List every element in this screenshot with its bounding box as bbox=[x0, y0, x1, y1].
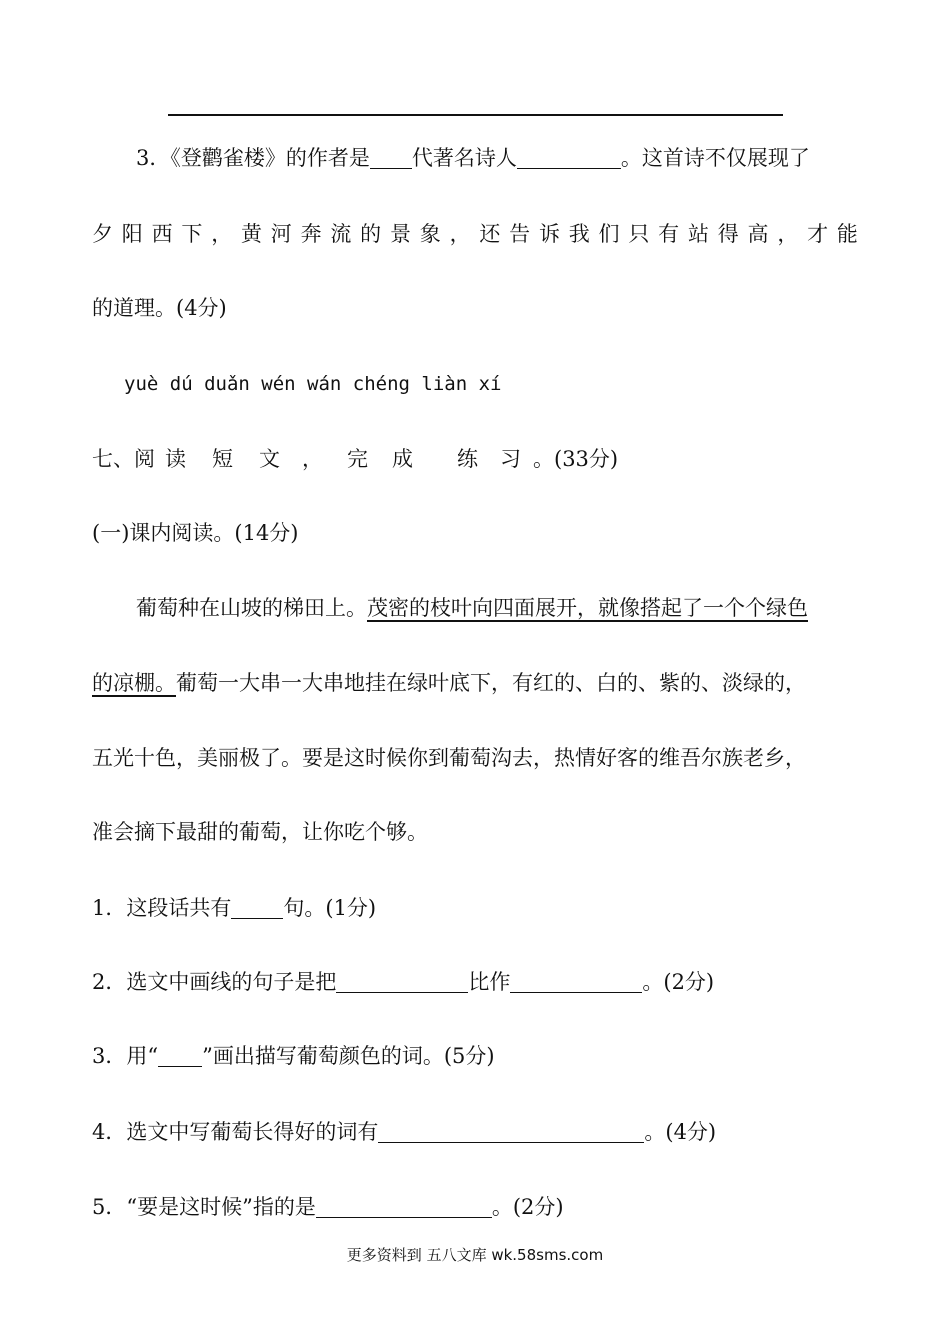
answer-blank[interactable] bbox=[336, 970, 468, 993]
question-text: ”画出描写葡萄颜色的词。(5分) bbox=[202, 1044, 495, 1068]
question-3-poem-line3: 的道理。(4分) bbox=[92, 296, 227, 320]
passage-line-3: 五光十色，美丽极了。要是这时候你到葡萄沟去，热情好客的维吾尔族老乡， bbox=[92, 746, 806, 770]
question-number: 2． bbox=[92, 970, 127, 994]
answer-blank[interactable] bbox=[370, 146, 412, 169]
question-number: 3． bbox=[136, 146, 171, 170]
section-7-heading-char: 完 bbox=[347, 447, 368, 471]
poem-char: 得 bbox=[717, 222, 739, 246]
question-text: 。(2分) bbox=[491, 1195, 564, 1219]
section-7-heading-char: 文 bbox=[259, 447, 280, 471]
question-3 bbox=[92, 1042, 495, 1070]
question-text: 。(4分) bbox=[644, 1120, 717, 1144]
answer-blank[interactable] bbox=[517, 146, 621, 169]
underline-sample bbox=[158, 1044, 202, 1067]
question-number: 1． bbox=[92, 896, 127, 920]
poem-char: 流 bbox=[330, 222, 352, 246]
section-7-heading-char: 短 bbox=[212, 447, 233, 471]
poem-char: 阳 bbox=[121, 222, 143, 246]
poem-char: 高 bbox=[747, 222, 769, 246]
poem-char: 们 bbox=[598, 222, 620, 246]
underlined-sentence: 茂密的枝叶向四面展开，就像搭起了一个个绿色 bbox=[367, 596, 808, 620]
question-text: 句。(1分) bbox=[283, 896, 377, 920]
section-7-points: 。(33分) bbox=[533, 447, 619, 471]
answer-blank[interactable] bbox=[316, 1195, 492, 1218]
poem-char: 河 bbox=[270, 222, 292, 246]
question-4 bbox=[92, 1118, 716, 1146]
question-3-poem-line2 bbox=[92, 220, 858, 248]
part-1-title: (一)课内阅读。(14分) bbox=[92, 521, 299, 545]
question-text: 代著名诗人 bbox=[411, 146, 517, 170]
question-text: 比作 bbox=[468, 970, 511, 994]
section-7-heading-char: 练 bbox=[457, 447, 478, 471]
passage-line-1 bbox=[136, 594, 808, 622]
answer-line-top bbox=[168, 114, 783, 116]
section-7-heading-char: 习 bbox=[500, 447, 521, 471]
question-text: 用“ bbox=[126, 1044, 159, 1068]
poem-char: 只 bbox=[628, 222, 650, 246]
poem-char: 有 bbox=[658, 222, 680, 246]
underlined-sentence: 的凉棚。 bbox=[92, 671, 176, 695]
poem-char: ， bbox=[211, 222, 233, 246]
poem-char: 的 bbox=[360, 222, 382, 246]
passage-text: 葡萄一大串一大串地挂在绿叶底下，有红的、白的、紫的、淡绿的， bbox=[176, 671, 806, 695]
section-7-heading-char: ， bbox=[302, 447, 323, 471]
section-7-heading-char: 七、阅 bbox=[92, 447, 155, 471]
question-text: “要是这时候”指的是 bbox=[126, 1195, 316, 1219]
question-2 bbox=[92, 968, 714, 996]
poem-char: 夕 bbox=[92, 222, 113, 246]
poem-char: 诉 bbox=[538, 222, 560, 246]
question-text: 。这首诗不仅展现了 bbox=[620, 146, 810, 170]
section-7-heading-char: 读 bbox=[165, 447, 186, 471]
pinyin-line: yuè dú duǎn wén wán chéng liàn xí bbox=[124, 373, 502, 395]
question-text: 选文中画线的句子是把 bbox=[126, 970, 337, 994]
poem-char: 告 bbox=[509, 222, 531, 246]
passage-text: 葡萄种在山坡的梯田上。 bbox=[136, 596, 367, 620]
section-7-heading bbox=[92, 445, 618, 473]
poem-char: 下 bbox=[181, 222, 203, 246]
question-3-poem-line1 bbox=[136, 144, 810, 172]
question-5 bbox=[92, 1193, 564, 1221]
poem-char: ， bbox=[449, 222, 471, 246]
poem-char: 能 bbox=[836, 222, 858, 246]
poem-char: 站 bbox=[687, 222, 709, 246]
footer-watermark: 更多资料到 五八文库 wk.58sms.com bbox=[346, 1246, 604, 1264]
poem-char: 黄 bbox=[240, 222, 262, 246]
answer-blank[interactable] bbox=[378, 1120, 644, 1143]
question-text: 《登鹳雀楼》的作者是 bbox=[170, 146, 370, 170]
question-number: 4． bbox=[92, 1120, 127, 1144]
poem-char: 还 bbox=[479, 222, 501, 246]
answer-blank[interactable] bbox=[231, 896, 283, 919]
question-number: 5． bbox=[92, 1195, 127, 1219]
poem-char: 才 bbox=[807, 222, 829, 246]
question-text: 这段话共有 bbox=[126, 896, 232, 920]
answer-blank[interactable] bbox=[510, 970, 642, 993]
question-number: 3． bbox=[92, 1044, 127, 1068]
passage-line-2 bbox=[92, 669, 806, 697]
poem-char: 景 bbox=[389, 222, 411, 246]
poem-char: ， bbox=[777, 222, 799, 246]
poem-char: 象 bbox=[419, 222, 441, 246]
poem-char: 西 bbox=[151, 222, 173, 246]
poem-char: 奔 bbox=[300, 222, 322, 246]
question-text: 。(2分) bbox=[642, 970, 715, 994]
poem-char: 我 bbox=[568, 222, 590, 246]
passage-line-4: 准会摘下最甜的葡萄，让你吃个够。 bbox=[92, 820, 428, 844]
question-1 bbox=[92, 894, 376, 922]
section-7-heading-char: 成 bbox=[392, 447, 413, 471]
question-text: 选文中写葡萄长得好的词有 bbox=[126, 1120, 379, 1144]
